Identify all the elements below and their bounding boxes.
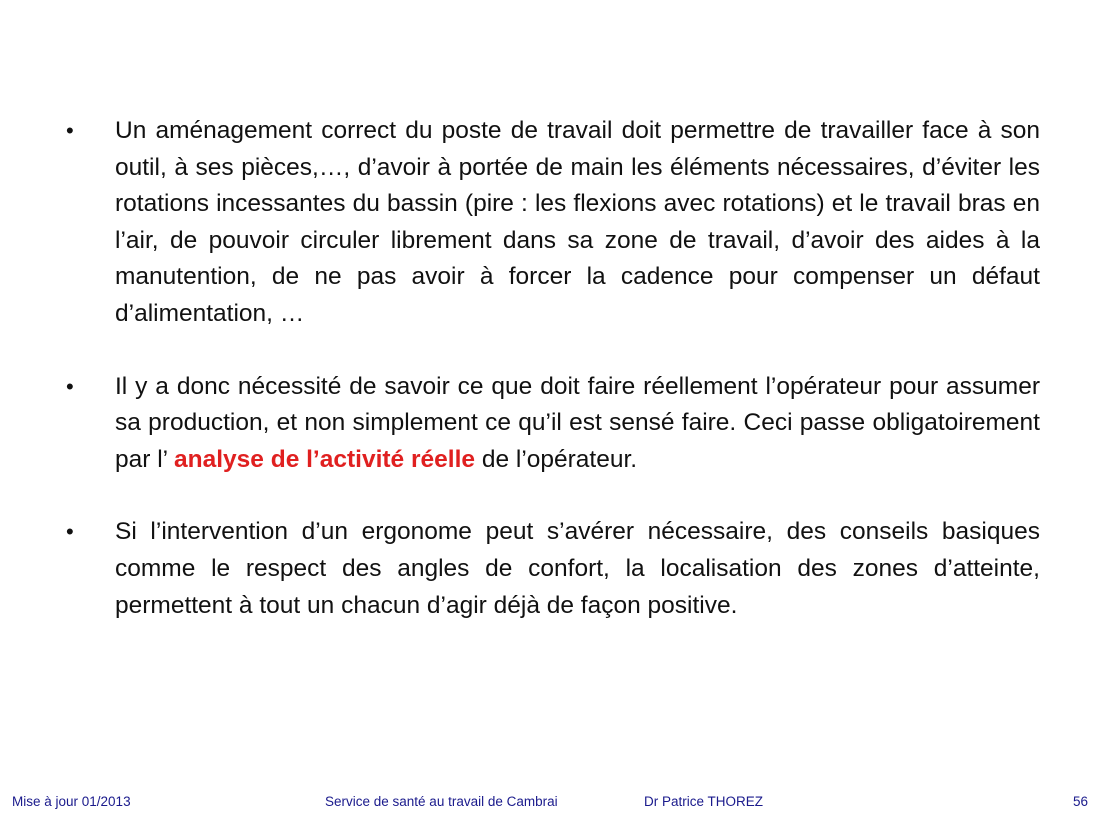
bullet-list xyxy=(66,113,1040,624)
footer-service: Service de santé au travail de Cambrai xyxy=(325,794,558,809)
footer-date: Mise à jour 01/2013 xyxy=(12,794,131,809)
bullet-text: Si l’intervention d’un ergonome peut s’avérer nécessaire, des conseils basiques comme le respect des angles de confort, la localisation des zones d’atteinte, permettent à tout un chacun d’agir déjà de façon positive. xyxy=(115,518,1040,619)
footer xyxy=(0,794,1100,816)
bullet-item-2 xyxy=(66,369,1040,479)
page-number: 56 xyxy=(1072,794,1088,809)
bullet-dot-icon: • xyxy=(66,118,74,143)
bullet-text: Un aménagement correct du poste de travail doit permettre de travailler face à son outil, à ses pièces,…, d’avoir à portée de main les éléments nécessaires, d’éviter les rotations incessantes du bassin (pire : les flexions avec rotations) et le travail bras en l’air, de pouvoir circuler librement dans sa zone de travail, d’avoir des aides à la manutention, de ne pas avoir à forcer la cadence pour compenser un défaut d’alimentation, … xyxy=(115,117,1040,327)
bullet-text: Il y a donc nécessité de savoir ce que doit faire réellement l’opérateur pour assumer sa production, et non simplement ce qu’il est sensé faire. Ceci passe obligatoirement par l’ xyxy=(115,372,1040,473)
highlight-text: analyse de l’activité réelle xyxy=(174,445,476,473)
footer-author: Dr Patrice THOREZ xyxy=(644,794,764,809)
bullet-dot-icon: • xyxy=(66,373,74,399)
bullet-dot-icon: • xyxy=(66,519,74,545)
bullet-item-1 xyxy=(66,113,1040,333)
bullet-item-3 xyxy=(66,514,1040,624)
bullet-text-after: de l’opérateur. xyxy=(475,445,638,473)
